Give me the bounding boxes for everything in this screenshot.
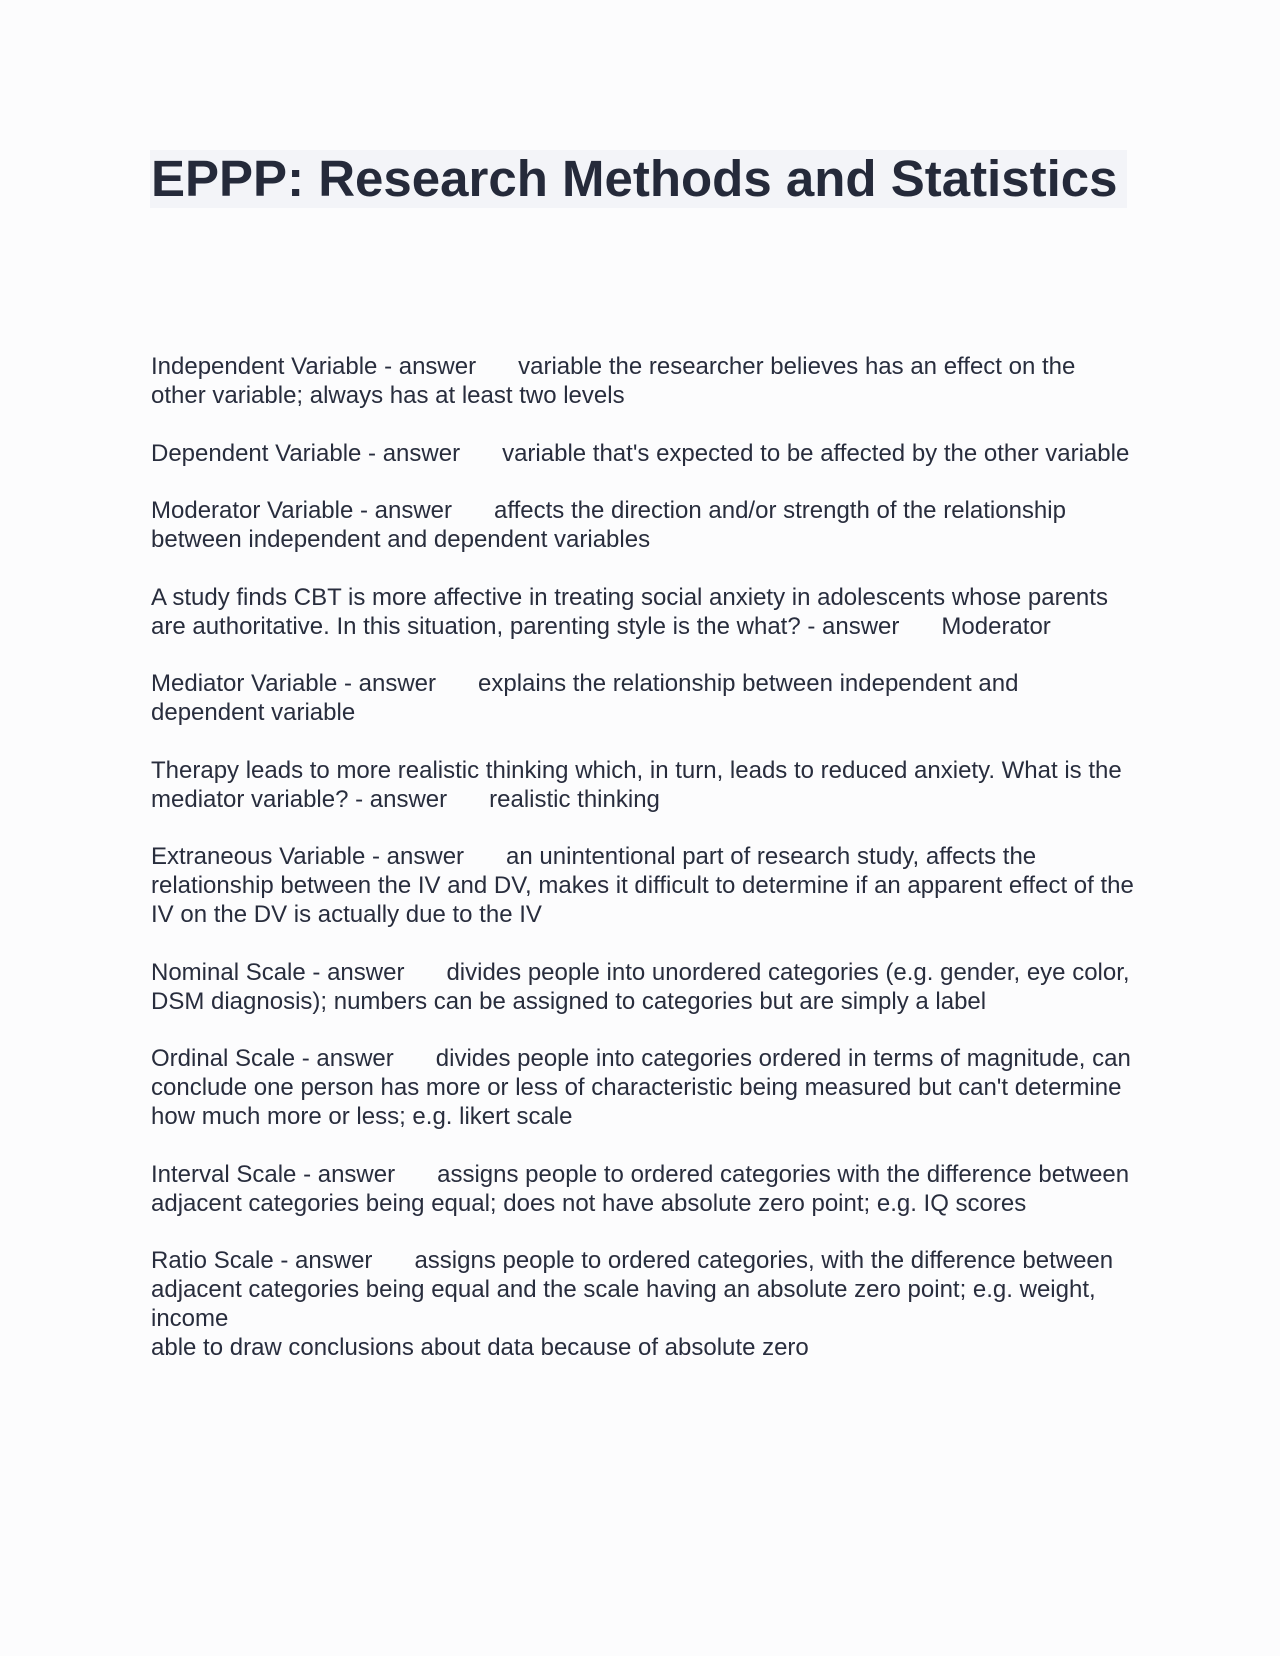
flashcard-term: Therapy leads to more realistic thinking which, in turn, leads to reduced anxiety. What is the mediator variable? - answer (151, 756, 1129, 813)
flashcard-definition: divides people into unordered categories (e.g. gender, eye color, DSM diagnosis); numbers can be assigned to categories but are simply a label (151, 958, 1137, 1015)
flashcard-item (151, 756, 1136, 814)
flashcard-item (151, 1246, 1136, 1362)
flashcard-term: Ordinal Scale - answer (151, 1045, 394, 1072)
flashcard-term: Nominal Scale - answer (151, 958, 405, 986)
flashcard-definition: affects the direction and/or strength of the relationship between independent and dependent variables (151, 497, 1073, 553)
flashcard-definition: assigns people to ordered categories with the difference between adjacent categories being equal; does not have absolute zero point; e.g. IQ scores (151, 1160, 1136, 1217)
flashcard-term: A study finds CBT is more affective in treating social anxiety in adolescents whose parents are authoritative. In this situation, parenting style is the what? - answer (151, 583, 1115, 640)
flashcard-item (151, 1044, 1136, 1131)
flashcard-term: Extraneous Variable - answer (151, 843, 465, 870)
flashcard-definition: Moderator (941, 612, 1051, 640)
flashcard-item (151, 583, 1136, 641)
flashcard-item (151, 439, 1136, 468)
flashcard-term: Ratio Scale - answer (151, 1247, 373, 1274)
flashcard-term: Mediator Variable - answer (151, 670, 437, 697)
document-title: EPPP: Research Methods and Statistics (151, 150, 1118, 207)
flashcard-list (151, 352, 1141, 1391)
flashcard-extra-note: able to draw conclusions about data because of absolute zero (151, 1334, 809, 1361)
flashcard-definition: an unintentional part of research study, affects the relationship between the IV and DV, makes it difficult to determine if an apparent effect of the IV on the DV is actually due to the IV (151, 843, 1141, 928)
flashcard-item (151, 496, 1136, 554)
flashcard-term: Dependent Variable - answer (151, 439, 461, 467)
flashcard-definition: explains the relationship between independent and dependent variable (151, 670, 1026, 726)
flashcard-term: Moderator Variable - answer (151, 497, 453, 524)
flashcard-item (151, 958, 1136, 1016)
flashcard-item (151, 669, 1136, 727)
flashcard-definition: divides people into categories ordered in terms of magnitude, can conclude one person has more or less of characteristic being measured but can't determine how much more or less; e.g. likert scale (151, 1045, 1138, 1130)
flashcard-definition: variable the researcher believes has an effect on the other variable; always has at least two levels (151, 353, 1083, 409)
flashcard-term: Independent Variable - answer (151, 353, 477, 380)
flashcard-item (151, 842, 1141, 929)
flashcard-item (151, 352, 1136, 410)
flashcard-definition: variable that's expected to be affected by the other variable (502, 439, 1130, 467)
flashcard-definition: realistic thinking (489, 785, 660, 813)
flashcard-definition: assigns people to ordered categories, with the difference between adjacent categories being equal and the scale having an absolute zero point; e.g. weight, income (151, 1247, 1120, 1332)
flashcard-term: Interval Scale - answer (151, 1160, 396, 1188)
flashcard-item (151, 1160, 1136, 1218)
